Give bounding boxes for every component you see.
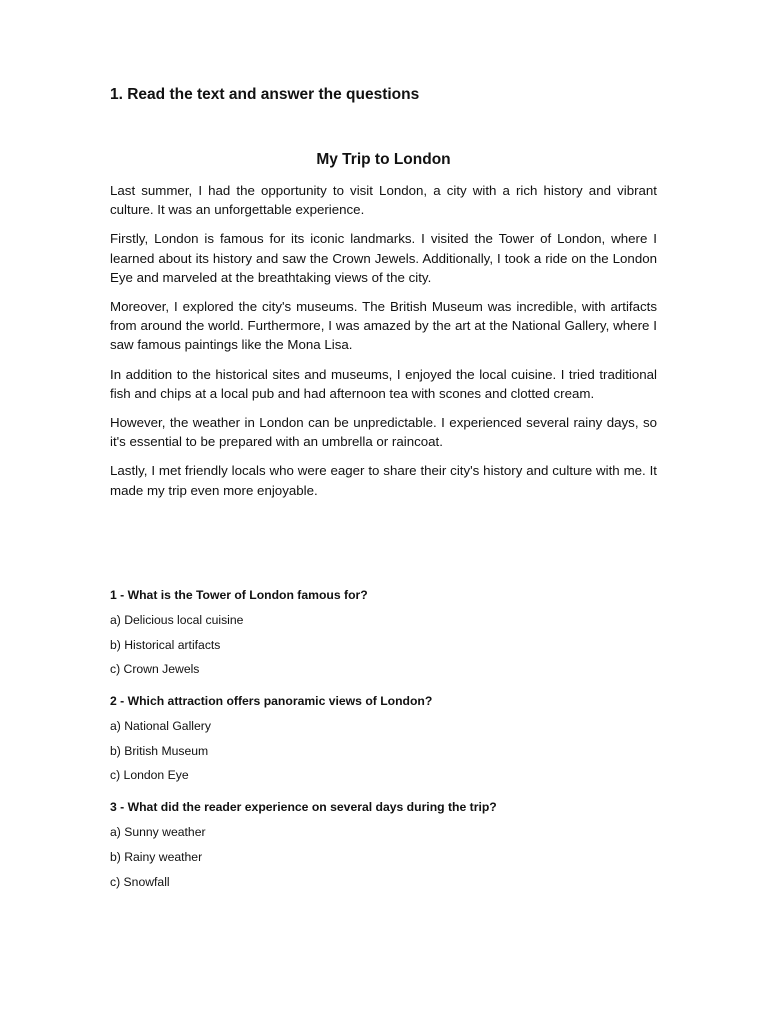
answer-option: c) Crown Jewels (110, 662, 200, 677)
paragraph: Lastly, I met friendly locals who were eager to share their city's history and culture with me. It made my trip even more enjoyable. (110, 463, 657, 498)
answer-option: c) London Eye (110, 768, 189, 783)
exercise-instruction: 1. Read the text and answer the questions (110, 86, 420, 103)
question-1 (110, 586, 657, 678)
article-title: My Trip to London (316, 151, 451, 168)
answer-option: a) National Gallery (110, 719, 211, 734)
question-2 (110, 692, 657, 784)
paragraph: Firstly, London is famous for its iconic landmarks. I visited the Tower of London, where I learned about its history and saw the Crown Jewels. Additionally, I took a ride on the London Eye and marveled at the breathtaking views of the city. (110, 231, 657, 285)
question-3 (110, 798, 657, 890)
answer-option: c) Snowfall (110, 874, 170, 889)
answer-option: b) Rainy weather (110, 849, 203, 864)
paragraph: Last summer, I had the opportunity to visit London, a city with a rich history and vibrant culture. It was an unforgettable experience. (110, 183, 657, 218)
answer-option: b) Historical artifacts (110, 637, 221, 652)
paragraph: However, the weather in London can be unpredictable. I experienced several rainy days, so it's essential to be prepared with an umbrella or raincoat. (110, 415, 657, 450)
article-body (110, 181, 657, 510)
answer-option: b) British Museum (110, 743, 209, 758)
questions-section (110, 586, 657, 905)
question-text: 3 - What did the reader experience on several days during the trip? (110, 800, 497, 815)
answer-option: a) Delicious local cuisine (110, 613, 244, 627)
answer-option: a) Sunny weather (110, 825, 206, 840)
question-text: 2 - Which attraction offers panoramic views of London? (110, 694, 433, 709)
paragraph: Moreover, I explored the city's museums. The British Museum was incredible, with artifacts from around the world. Furthermore, I was amazed by the art at the National Gallery, where I saw famous paintings like the Mona Lisa. (110, 299, 657, 353)
question-text: 1 - What is the Tower of London famous for? (110, 588, 368, 602)
paragraph: In addition to the historical sites and museums, I enjoyed the local cuisine. I tried traditional fish and chips at a local pub and had afternoon tea with scones and clotted cream. (110, 366, 657, 401)
